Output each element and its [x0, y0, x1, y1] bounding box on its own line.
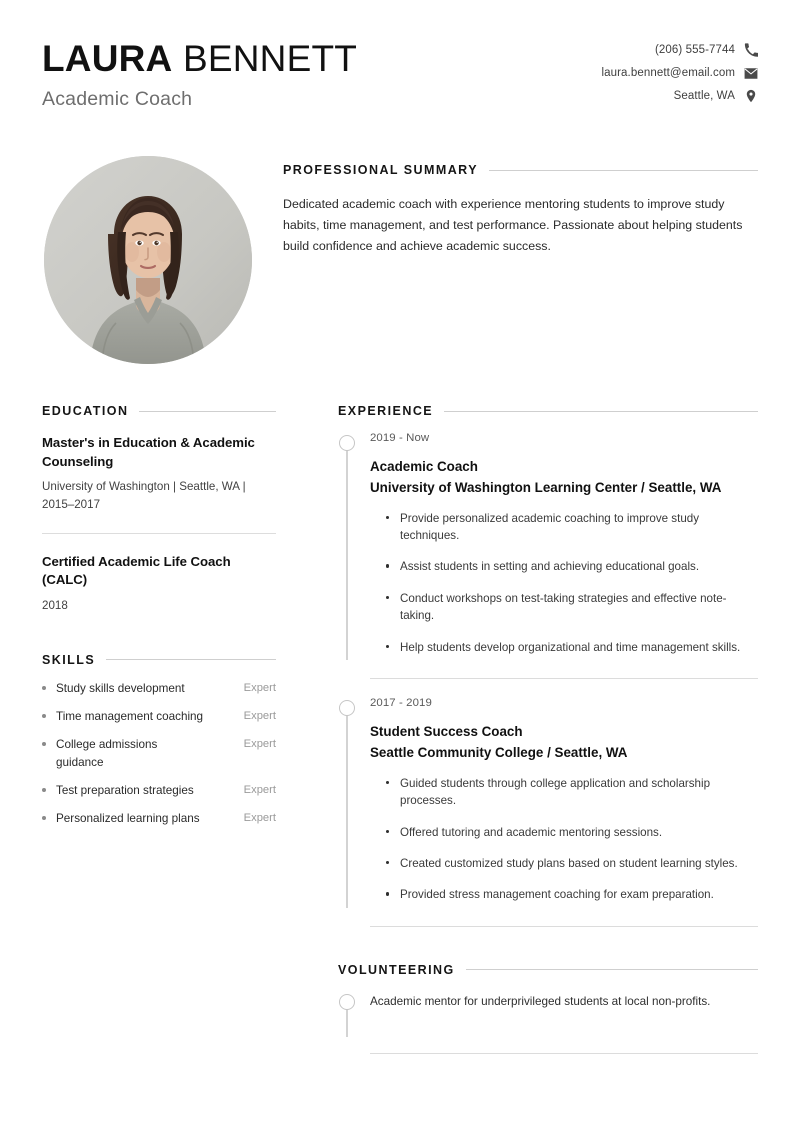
email-text: laura.bennett@email.com — [601, 67, 735, 79]
volunteering-section — [338, 963, 758, 1054]
experience-heading-text: EXPERIENCE — [338, 404, 434, 418]
right-column — [338, 404, 758, 1054]
skill-left — [42, 782, 234, 800]
skill-item — [42, 810, 276, 828]
full-name — [42, 38, 357, 79]
timeline-marker-icon — [339, 994, 355, 1010]
skill-level: Expert — [243, 738, 276, 751]
volunteering-heading — [338, 963, 758, 977]
experience-bullet: Conduct workshops on test-taking strategies and effective note-taking. — [400, 590, 758, 625]
skills-heading-text: SKILLS — [42, 652, 96, 667]
skill-level: Expert — [243, 681, 276, 694]
education-meta: 2018 — [42, 599, 68, 613]
experience-divider — [370, 926, 758, 927]
experience-bullet: Provided stress management coaching for exam preparation. — [400, 886, 758, 903]
summary-heading-text: PROFESSIONAL SUMMARY — [283, 163, 478, 177]
skill-left — [42, 680, 234, 698]
skill-item — [42, 708, 276, 726]
skill-left — [42, 708, 234, 726]
bullet-icon — [42, 816, 46, 820]
phone-text: (206) 555-7744 — [654, 44, 735, 56]
skill-level: Expert — [243, 784, 276, 797]
education-item — [42, 434, 276, 514]
experience-bullet: Provide personalized academic coaching to improve study techniques. — [400, 510, 758, 545]
experience-role: Student Success Coach — [370, 723, 523, 739]
experience-date: 2017 - 2019 — [370, 697, 432, 710]
bullet-icon — [42, 714, 46, 718]
skills-list — [42, 680, 276, 829]
experience-bullet: Help students develop organizational and time management skills. — [400, 639, 758, 656]
summary-heading-rule — [489, 170, 758, 171]
map-pin-icon — [744, 89, 758, 103]
skill-name: Study skills development — [56, 681, 185, 695]
skill-item — [42, 680, 276, 698]
education-heading — [42, 404, 276, 418]
experience-org: University of Washington Learning Center / Seattle, WA — [370, 480, 722, 496]
experience-bullet: Created customized study plans based on student learning styles. — [400, 855, 758, 872]
phone-icon — [744, 43, 758, 57]
experience-timeline — [338, 432, 758, 927]
experience-date: 2019 - Now — [370, 432, 430, 444]
education-heading-text: EDUCATION — [42, 404, 129, 418]
skill-name: College admissions guidance — [56, 738, 158, 770]
experience-bullets — [370, 510, 758, 656]
volunteering-divider — [370, 1053, 758, 1054]
timeline-marker-icon — [339, 435, 355, 451]
experience-section — [338, 404, 758, 927]
experience-item — [338, 697, 758, 908]
experience-heading — [338, 404, 758, 418]
last-name: BENNETT — [182, 38, 358, 79]
skill-name: Personalized learning plans — [56, 812, 200, 826]
contact-email[interactable] — [601, 66, 758, 80]
resume-header — [42, 38, 758, 111]
volunteering-list — [338, 991, 758, 1054]
volunteering-text: Academic mentor for underprivileged students at local non-profits. — [370, 994, 711, 1008]
avatar — [44, 156, 252, 364]
experience-bullets — [370, 775, 758, 904]
skill-level: Expert — [243, 812, 276, 825]
education-meta: University of Washington | Seattle, WA | 2015–2017 — [42, 480, 246, 512]
contact-phone[interactable] — [655, 43, 758, 57]
experience-item — [338, 432, 758, 660]
summary-heading — [283, 163, 758, 177]
location-text: Seattle, WA — [673, 90, 735, 102]
experience-bullet: Offered tutoring and academic mentoring sessions. — [400, 824, 758, 841]
left-column — [42, 404, 276, 839]
education-degree: Certified Academic Life Coach (CALC) — [42, 553, 231, 588]
contact-location[interactable] — [674, 89, 758, 103]
summary-text: Dedicated academic coach with experience mentoring students to improve study habits, time management, and test performance. Passionate about helping students build confidence and achieve academic success. — [283, 197, 743, 253]
education-heading-rule — [139, 411, 276, 412]
volunteering-heading-text: VOLUNTEERING — [338, 962, 455, 977]
first-name: LAURA — [42, 38, 173, 79]
experience-bullet: Guided students through college application and scholarship processes. — [400, 775, 758, 810]
timeline-line — [346, 714, 347, 908]
experience-org: Seattle Community College / Seattle, WA — [370, 745, 628, 761]
bullet-icon — [42, 686, 46, 690]
timeline-line — [346, 449, 347, 660]
skill-name: Time management coaching — [56, 709, 204, 723]
education-list — [42, 434, 276, 615]
skill-item — [42, 782, 276, 800]
skills-section — [42, 653, 276, 829]
skills-heading — [42, 653, 276, 667]
education-item — [42, 553, 276, 615]
skill-left — [42, 810, 234, 828]
contact-block — [601, 38, 758, 103]
experience-heading-rule — [444, 411, 758, 412]
skill-item — [42, 736, 276, 772]
experience-role: Academic Coach — [370, 458, 478, 474]
professional-summary-section — [283, 163, 758, 256]
skill-left — [42, 736, 234, 772]
skills-heading-rule — [106, 659, 276, 660]
skill-name: Test preparation strategies — [56, 784, 194, 798]
volunteering-heading-rule — [466, 969, 758, 970]
bullet-icon — [42, 742, 46, 746]
education-divider — [42, 533, 276, 534]
timeline-line — [346, 1008, 347, 1037]
education-section — [42, 404, 276, 615]
identity-block — [42, 38, 357, 111]
experience-divider — [370, 678, 758, 679]
education-degree: Master's in Education & Academic Counseling — [42, 435, 255, 469]
bullet-icon — [42, 788, 46, 792]
skill-level: Expert — [243, 709, 276, 722]
timeline-marker-icon — [339, 700, 355, 716]
job-title: Academic Coach — [42, 88, 193, 111]
envelope-icon — [744, 66, 758, 80]
experience-bullet: Assist students in setting and achieving educational goals. — [400, 558, 758, 575]
volunteering-item — [338, 991, 758, 1037]
